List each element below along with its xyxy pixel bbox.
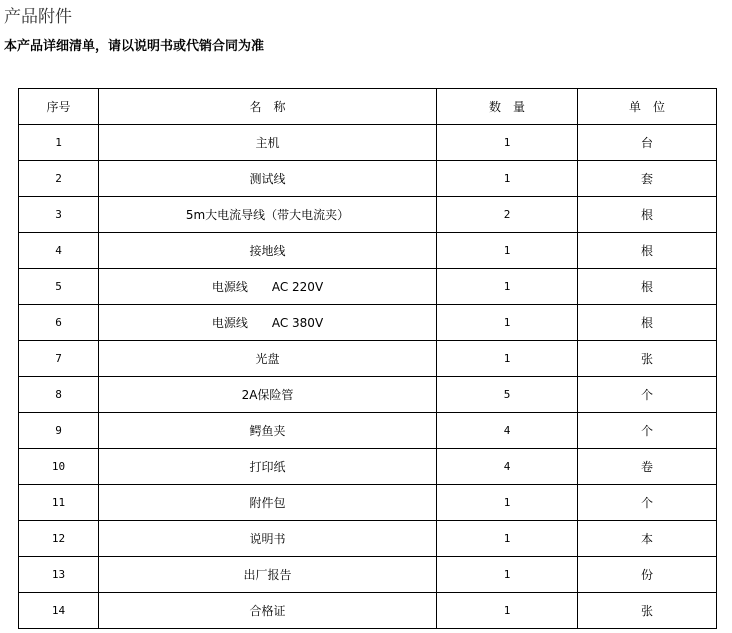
table-row xyxy=(19,233,717,269)
row-unit: 根 xyxy=(578,233,717,269)
row-quantity: 1 xyxy=(437,557,578,593)
table-row xyxy=(19,161,717,197)
row-unit: 根 xyxy=(578,269,717,305)
row-index: 4 xyxy=(19,233,99,269)
table-row xyxy=(19,197,717,233)
row-unit: 台 xyxy=(578,125,717,161)
table-row xyxy=(19,485,717,521)
row-index: 6 xyxy=(19,305,99,341)
row-name: 出厂报告 xyxy=(99,557,437,593)
table-row xyxy=(19,413,717,449)
row-index: 8 xyxy=(19,377,99,413)
row-index: 10 xyxy=(19,449,99,485)
header-quantity: 数 量 xyxy=(437,89,578,125)
row-unit: 个 xyxy=(578,377,717,413)
row-quantity: 4 xyxy=(437,449,578,485)
row-index: 1 xyxy=(19,125,99,161)
page-title: 产品附件 xyxy=(4,7,72,27)
table-row xyxy=(19,341,717,377)
row-index: 7 xyxy=(19,341,99,377)
row-name: 测试线 xyxy=(99,161,437,197)
accessories-table xyxy=(18,88,717,629)
row-index: 11 xyxy=(19,485,99,521)
table-row xyxy=(19,593,717,629)
row-unit: 张 xyxy=(578,341,717,377)
row-name: 鳄鱼夹 xyxy=(99,413,437,449)
row-name: 电源线 AC 220V xyxy=(99,269,437,305)
row-unit: 本 xyxy=(578,521,717,557)
row-quantity: 1 xyxy=(437,233,578,269)
row-index: 13 xyxy=(19,557,99,593)
header-unit: 单 位 xyxy=(578,89,717,125)
row-quantity: 1 xyxy=(437,161,578,197)
row-quantity: 1 xyxy=(437,485,578,521)
row-quantity: 1 xyxy=(437,125,578,161)
list-note: 本产品详细清单，请以说明书或代销合同为准 xyxy=(4,39,265,54)
table-row xyxy=(19,377,717,413)
row-quantity: 1 xyxy=(437,269,578,305)
row-name: 光盘 xyxy=(99,341,437,377)
table-row xyxy=(19,125,717,161)
row-unit: 卷 xyxy=(578,449,717,485)
row-index: 9 xyxy=(19,413,99,449)
row-quantity: 1 xyxy=(437,593,578,629)
row-unit: 张 xyxy=(578,593,717,629)
row-unit: 个 xyxy=(578,485,717,521)
table-row xyxy=(19,557,717,593)
row-name: 合格证 xyxy=(99,593,437,629)
row-name: 打印纸 xyxy=(99,449,437,485)
row-name: 说明书 xyxy=(99,521,437,557)
table-row xyxy=(19,449,717,485)
header-index: 序号 xyxy=(19,89,99,125)
row-quantity: 1 xyxy=(437,341,578,377)
table-row xyxy=(19,305,717,341)
row-index: 14 xyxy=(19,593,99,629)
row-quantity: 1 xyxy=(437,305,578,341)
row-index: 5 xyxy=(19,269,99,305)
row-quantity: 5 xyxy=(437,377,578,413)
row-name: 2A保险管 xyxy=(99,377,437,413)
row-index: 3 xyxy=(19,197,99,233)
row-name: 电源线 AC 380V xyxy=(99,305,437,341)
table-header-row xyxy=(19,89,717,125)
row-name: 主机 xyxy=(99,125,437,161)
row-quantity: 4 xyxy=(437,413,578,449)
row-name: 5m大电流导线（带大电流夹） xyxy=(99,197,437,233)
row-unit: 根 xyxy=(578,305,717,341)
row-quantity: 2 xyxy=(437,197,578,233)
row-name: 附件包 xyxy=(99,485,437,521)
row-index: 12 xyxy=(19,521,99,557)
row-unit: 个 xyxy=(578,413,717,449)
row-name: 接地线 xyxy=(99,233,437,269)
table-row xyxy=(19,521,717,557)
row-index: 2 xyxy=(19,161,99,197)
row-unit: 根 xyxy=(578,197,717,233)
row-unit: 套 xyxy=(578,161,717,197)
header-name: 名 称 xyxy=(99,89,437,125)
table-row xyxy=(19,269,717,305)
row-unit: 份 xyxy=(578,557,717,593)
row-quantity: 1 xyxy=(437,521,578,557)
